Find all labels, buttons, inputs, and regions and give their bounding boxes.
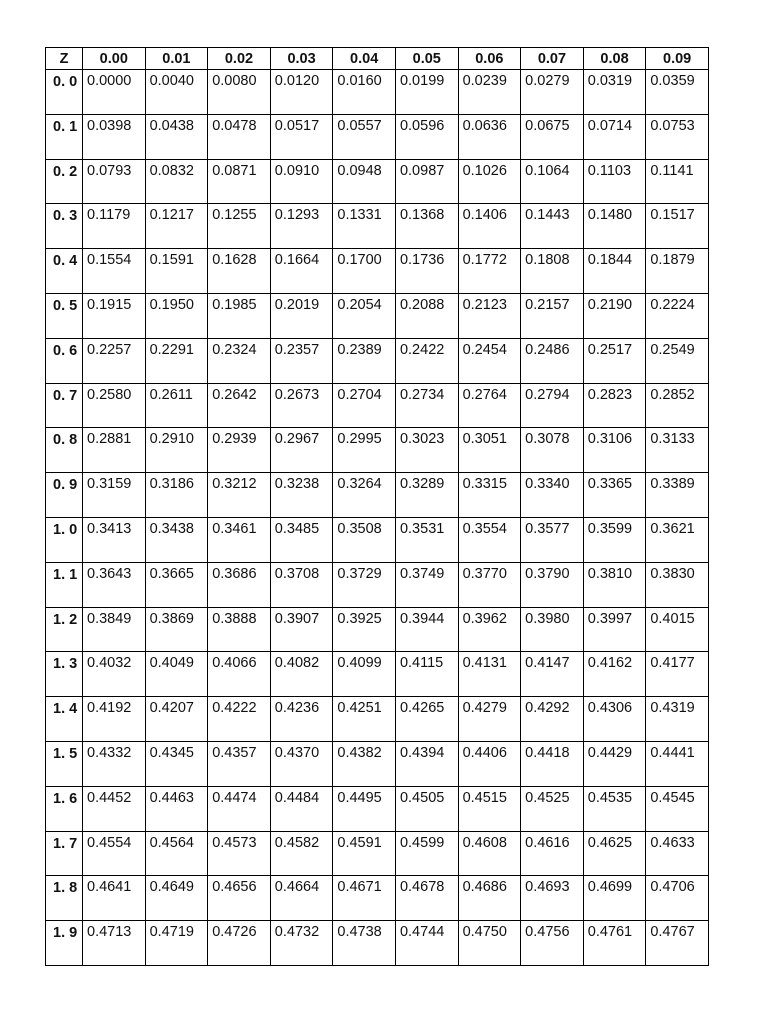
probability-cell: 0.2422 xyxy=(395,338,458,383)
probability-cell: 0.4115 xyxy=(395,652,458,697)
probability-cell: 0.0160 xyxy=(333,70,396,115)
probability-cell: 0.4706 xyxy=(646,876,709,921)
table-row xyxy=(46,70,709,115)
probability-cell: 0.2190 xyxy=(583,293,646,338)
probability-cell: 0.4608 xyxy=(458,831,521,876)
probability-cell: 0.4177 xyxy=(646,652,709,697)
probability-cell: 0.1255 xyxy=(208,204,271,249)
probability-cell: 0.4591 xyxy=(333,831,396,876)
probability-cell: 0.1808 xyxy=(521,249,584,294)
probability-cell: 0.2019 xyxy=(270,293,333,338)
probability-cell: 0.2054 xyxy=(333,293,396,338)
table-row xyxy=(46,114,709,159)
probability-cell: 0.4616 xyxy=(521,831,584,876)
probability-cell: 0.3023 xyxy=(395,428,458,473)
probability-cell: 0.0478 xyxy=(208,114,271,159)
probability-cell: 0.2157 xyxy=(521,293,584,338)
probability-cell: 0.4147 xyxy=(521,652,584,697)
probability-cell: 0.3729 xyxy=(333,562,396,607)
probability-cell: 0.4032 xyxy=(83,652,146,697)
probability-cell: 0.4418 xyxy=(521,741,584,786)
table-row xyxy=(46,741,709,786)
probability-cell: 0.2357 xyxy=(270,338,333,383)
probability-cell: 0.0987 xyxy=(395,159,458,204)
z-value-cell: 0. 2 xyxy=(46,159,83,204)
probability-cell: 0.4357 xyxy=(208,741,271,786)
probability-cell: 0.4693 xyxy=(521,876,584,921)
probability-cell: 0.4131 xyxy=(458,652,521,697)
probability-cell: 0.2088 xyxy=(395,293,458,338)
probability-cell: 0.3133 xyxy=(646,428,709,473)
probability-cell: 0.0793 xyxy=(83,159,146,204)
probability-cell: 0.0120 xyxy=(270,70,333,115)
probability-cell: 0.4319 xyxy=(646,697,709,742)
probability-cell: 0.1517 xyxy=(646,204,709,249)
probability-cell: 0.4474 xyxy=(208,786,271,831)
z-value-cell: 1. 0 xyxy=(46,517,83,562)
probability-cell: 0.3531 xyxy=(395,517,458,562)
probability-cell: 0.4279 xyxy=(458,697,521,742)
probability-cell: 0.4554 xyxy=(83,831,146,876)
probability-cell: 0.4525 xyxy=(521,786,584,831)
probability-cell: 0.2794 xyxy=(521,383,584,428)
probability-cell: 0.3413 xyxy=(83,517,146,562)
probability-cell: 0.0871 xyxy=(208,159,271,204)
probability-cell: 0.1844 xyxy=(583,249,646,294)
probability-cell: 0.0636 xyxy=(458,114,521,159)
header-col: 0.00 xyxy=(83,48,146,70)
probability-cell: 0.0040 xyxy=(145,70,208,115)
probability-cell: 0.1736 xyxy=(395,249,458,294)
probability-cell: 0.4429 xyxy=(583,741,646,786)
probability-cell: 0.2549 xyxy=(646,338,709,383)
probability-cell: 0.2673 xyxy=(270,383,333,428)
probability-cell: 0.3888 xyxy=(208,607,271,652)
probability-cell: 0.3315 xyxy=(458,473,521,518)
probability-cell: 0.1141 xyxy=(646,159,709,204)
table-row xyxy=(46,159,709,204)
probability-cell: 0.0675 xyxy=(521,114,584,159)
table-row xyxy=(46,293,709,338)
probability-cell: 0.3051 xyxy=(458,428,521,473)
probability-cell: 0.4738 xyxy=(333,921,396,966)
probability-cell: 0.4699 xyxy=(583,876,646,921)
z-value-cell: 1. 3 xyxy=(46,652,83,697)
probability-cell: 0.0948 xyxy=(333,159,396,204)
probability-cell: 0.2995 xyxy=(333,428,396,473)
probability-cell: 0.0596 xyxy=(395,114,458,159)
probability-cell: 0.1879 xyxy=(646,249,709,294)
probability-cell: 0.0753 xyxy=(646,114,709,159)
probability-cell: 0.3264 xyxy=(333,473,396,518)
z-value-cell: 1. 9 xyxy=(46,921,83,966)
probability-cell: 0.4515 xyxy=(458,786,521,831)
z-value-cell: 0. 1 xyxy=(46,114,83,159)
probability-cell: 0.2910 xyxy=(145,428,208,473)
probability-cell: 0.3078 xyxy=(521,428,584,473)
probability-cell: 0.4744 xyxy=(395,921,458,966)
probability-cell: 0.4756 xyxy=(521,921,584,966)
header-col: 0.03 xyxy=(270,48,333,70)
probability-cell: 0.4236 xyxy=(270,697,333,742)
probability-cell: 0.3749 xyxy=(395,562,458,607)
table-row xyxy=(46,204,709,249)
probability-cell: 0.4719 xyxy=(145,921,208,966)
probability-cell: 0.2764 xyxy=(458,383,521,428)
probability-cell: 0.4082 xyxy=(270,652,333,697)
header-col: 0.08 xyxy=(583,48,646,70)
probability-cell: 0.1554 xyxy=(83,249,146,294)
header-col: 0.07 xyxy=(521,48,584,70)
probability-cell: 0.0714 xyxy=(583,114,646,159)
table-row xyxy=(46,338,709,383)
z-value-cell: 0. 8 xyxy=(46,428,83,473)
probability-cell: 0.2389 xyxy=(333,338,396,383)
z-table xyxy=(45,47,709,966)
probability-cell: 0.0557 xyxy=(333,114,396,159)
probability-cell: 0.3810 xyxy=(583,562,646,607)
probability-cell: 0.1026 xyxy=(458,159,521,204)
probability-cell: 0.4251 xyxy=(333,697,396,742)
probability-cell: 0.3159 xyxy=(83,473,146,518)
probability-cell: 0.3365 xyxy=(583,473,646,518)
z-value-cell: 0. 5 xyxy=(46,293,83,338)
probability-cell: 0.1443 xyxy=(521,204,584,249)
probability-cell: 0.3770 xyxy=(458,562,521,607)
probability-cell: 0.1985 xyxy=(208,293,271,338)
probability-cell: 0.3212 xyxy=(208,473,271,518)
probability-cell: 0.0279 xyxy=(521,70,584,115)
header-col: 0.05 xyxy=(395,48,458,70)
table-row xyxy=(46,383,709,428)
probability-cell: 0.3106 xyxy=(583,428,646,473)
probability-cell: 0.3599 xyxy=(583,517,646,562)
probability-cell: 0.4641 xyxy=(83,876,146,921)
table-row xyxy=(46,652,709,697)
probability-cell: 0.2224 xyxy=(646,293,709,338)
probability-cell: 0.4649 xyxy=(145,876,208,921)
probability-cell: 0.3997 xyxy=(583,607,646,652)
z-value-cell: 0. 0 xyxy=(46,70,83,115)
probability-cell: 0.0319 xyxy=(583,70,646,115)
probability-cell: 0.1700 xyxy=(333,249,396,294)
header-col: 0.09 xyxy=(646,48,709,70)
z-value-cell: 0. 6 xyxy=(46,338,83,383)
probability-cell: 0.3577 xyxy=(521,517,584,562)
probability-cell: 0.4599 xyxy=(395,831,458,876)
probability-cell: 0.0910 xyxy=(270,159,333,204)
probability-cell: 0.3438 xyxy=(145,517,208,562)
probability-cell: 0.3907 xyxy=(270,607,333,652)
table-row xyxy=(46,697,709,742)
probability-cell: 0.4495 xyxy=(333,786,396,831)
probability-cell: 0.4306 xyxy=(583,697,646,742)
probability-cell: 0.4049 xyxy=(145,652,208,697)
probability-cell: 0.4633 xyxy=(646,831,709,876)
table-row xyxy=(46,607,709,652)
table-row xyxy=(46,562,709,607)
probability-cell: 0.3925 xyxy=(333,607,396,652)
probability-cell: 0.1915 xyxy=(83,293,146,338)
probability-cell: 0.3186 xyxy=(145,473,208,518)
probability-cell: 0.2517 xyxy=(583,338,646,383)
probability-cell: 0.4292 xyxy=(521,697,584,742)
probability-cell: 0.3508 xyxy=(333,517,396,562)
header-col: 0.04 xyxy=(333,48,396,70)
z-value-cell: 1. 5 xyxy=(46,741,83,786)
probability-cell: 0.1064 xyxy=(521,159,584,204)
probability-cell: 0.2324 xyxy=(208,338,271,383)
probability-cell: 0.1950 xyxy=(145,293,208,338)
z-value-cell: 0. 9 xyxy=(46,473,83,518)
probability-cell: 0.3980 xyxy=(521,607,584,652)
probability-cell: 0.0438 xyxy=(145,114,208,159)
probability-cell: 0.4664 xyxy=(270,876,333,921)
probability-cell: 0.4671 xyxy=(333,876,396,921)
header-col: 0.02 xyxy=(208,48,271,70)
probability-cell: 0.3389 xyxy=(646,473,709,518)
header-col: 0.01 xyxy=(145,48,208,70)
probability-cell: 0.0359 xyxy=(646,70,709,115)
probability-cell: 0.2454 xyxy=(458,338,521,383)
probability-cell: 0.3289 xyxy=(395,473,458,518)
probability-cell: 0.4207 xyxy=(145,697,208,742)
probability-cell: 0.0398 xyxy=(83,114,146,159)
probability-cell: 0.0000 xyxy=(83,70,146,115)
probability-cell: 0.4370 xyxy=(270,741,333,786)
probability-cell: 0.4564 xyxy=(145,831,208,876)
probability-cell: 0.4099 xyxy=(333,652,396,697)
table-body xyxy=(46,70,709,966)
probability-cell: 0.4222 xyxy=(208,697,271,742)
probability-cell: 0.0080 xyxy=(208,70,271,115)
probability-cell: 0.1480 xyxy=(583,204,646,249)
probability-cell: 0.1664 xyxy=(270,249,333,294)
probability-cell: 0.4761 xyxy=(583,921,646,966)
probability-cell: 0.4345 xyxy=(145,741,208,786)
probability-cell: 0.3869 xyxy=(145,607,208,652)
header-z: Z xyxy=(46,48,83,70)
probability-cell: 0.2580 xyxy=(83,383,146,428)
probability-cell: 0.2642 xyxy=(208,383,271,428)
probability-cell: 0.4452 xyxy=(83,786,146,831)
probability-cell: 0.0199 xyxy=(395,70,458,115)
probability-cell: 0.1103 xyxy=(583,159,646,204)
z-value-cell: 1. 7 xyxy=(46,831,83,876)
probability-cell: 0.4750 xyxy=(458,921,521,966)
table-row xyxy=(46,428,709,473)
probability-cell: 0.3708 xyxy=(270,562,333,607)
probability-cell: 0.3665 xyxy=(145,562,208,607)
probability-cell: 0.4656 xyxy=(208,876,271,921)
probability-cell: 0.3621 xyxy=(646,517,709,562)
probability-cell: 0.4505 xyxy=(395,786,458,831)
z-value-cell: 1. 8 xyxy=(46,876,83,921)
probability-cell: 0.3554 xyxy=(458,517,521,562)
table-row xyxy=(46,921,709,966)
probability-cell: 0.1368 xyxy=(395,204,458,249)
table-row xyxy=(46,786,709,831)
header-row xyxy=(46,48,709,70)
table-row xyxy=(46,249,709,294)
table-row xyxy=(46,473,709,518)
probability-cell: 0.4382 xyxy=(333,741,396,786)
probability-cell: 0.4686 xyxy=(458,876,521,921)
z-value-cell: 1. 6 xyxy=(46,786,83,831)
probability-cell: 0.2291 xyxy=(145,338,208,383)
header-col: 0.06 xyxy=(458,48,521,70)
probability-cell: 0.4767 xyxy=(646,921,709,966)
probability-cell: 0.3643 xyxy=(83,562,146,607)
probability-cell: 0.4732 xyxy=(270,921,333,966)
probability-cell: 0.4678 xyxy=(395,876,458,921)
probability-cell: 0.1217 xyxy=(145,204,208,249)
probability-cell: 0.4545 xyxy=(646,786,709,831)
probability-cell: 0.2852 xyxy=(646,383,709,428)
probability-cell: 0.0832 xyxy=(145,159,208,204)
probability-cell: 0.3461 xyxy=(208,517,271,562)
z-value-cell: 0. 3 xyxy=(46,204,83,249)
probability-cell: 0.3340 xyxy=(521,473,584,518)
probability-cell: 0.2734 xyxy=(395,383,458,428)
probability-cell: 0.4162 xyxy=(583,652,646,697)
probability-cell: 0.3849 xyxy=(83,607,146,652)
probability-cell: 0.2611 xyxy=(145,383,208,428)
probability-cell: 0.4332 xyxy=(83,741,146,786)
probability-cell: 0.3238 xyxy=(270,473,333,518)
probability-cell: 0.2823 xyxy=(583,383,646,428)
probability-cell: 0.1772 xyxy=(458,249,521,294)
probability-cell: 0.1331 xyxy=(333,204,396,249)
probability-cell: 0.1293 xyxy=(270,204,333,249)
probability-cell: 0.4015 xyxy=(646,607,709,652)
probability-cell: 0.4484 xyxy=(270,786,333,831)
probability-cell: 0.1628 xyxy=(208,249,271,294)
probability-cell: 0.1591 xyxy=(145,249,208,294)
probability-cell: 0.4625 xyxy=(583,831,646,876)
z-value-cell: 1. 4 xyxy=(46,697,83,742)
probability-cell: 0.3485 xyxy=(270,517,333,562)
probability-cell: 0.4726 xyxy=(208,921,271,966)
probability-cell: 0.3962 xyxy=(458,607,521,652)
probability-cell: 0.2123 xyxy=(458,293,521,338)
probability-cell: 0.2257 xyxy=(83,338,146,383)
probability-cell: 0.2881 xyxy=(83,428,146,473)
probability-cell: 0.4066 xyxy=(208,652,271,697)
probability-cell: 0.4535 xyxy=(583,786,646,831)
z-value-cell: 0. 4 xyxy=(46,249,83,294)
probability-cell: 0.1406 xyxy=(458,204,521,249)
probability-cell: 0.1179 xyxy=(83,204,146,249)
probability-cell: 0.4192 xyxy=(83,697,146,742)
table-row xyxy=(46,517,709,562)
table-row xyxy=(46,831,709,876)
probability-cell: 0.4713 xyxy=(83,921,146,966)
probability-cell: 0.4573 xyxy=(208,831,271,876)
probability-cell: 0.4406 xyxy=(458,741,521,786)
probability-cell: 0.0517 xyxy=(270,114,333,159)
probability-cell: 0.4265 xyxy=(395,697,458,742)
probability-cell: 0.3830 xyxy=(646,562,709,607)
probability-cell: 0.3686 xyxy=(208,562,271,607)
probability-cell: 0.4582 xyxy=(270,831,333,876)
z-value-cell: 1. 1 xyxy=(46,562,83,607)
probability-cell: 0.2967 xyxy=(270,428,333,473)
table-header xyxy=(46,48,709,70)
probability-cell: 0.3944 xyxy=(395,607,458,652)
probability-cell: 0.3790 xyxy=(521,562,584,607)
probability-cell: 0.4463 xyxy=(145,786,208,831)
probability-cell: 0.2486 xyxy=(521,338,584,383)
probability-cell: 0.0239 xyxy=(458,70,521,115)
table-row xyxy=(46,876,709,921)
probability-cell: 0.4441 xyxy=(646,741,709,786)
probability-cell: 0.2704 xyxy=(333,383,396,428)
probability-cell: 0.4394 xyxy=(395,741,458,786)
z-value-cell: 0. 7 xyxy=(46,383,83,428)
probability-cell: 0.2939 xyxy=(208,428,271,473)
z-value-cell: 1. 2 xyxy=(46,607,83,652)
